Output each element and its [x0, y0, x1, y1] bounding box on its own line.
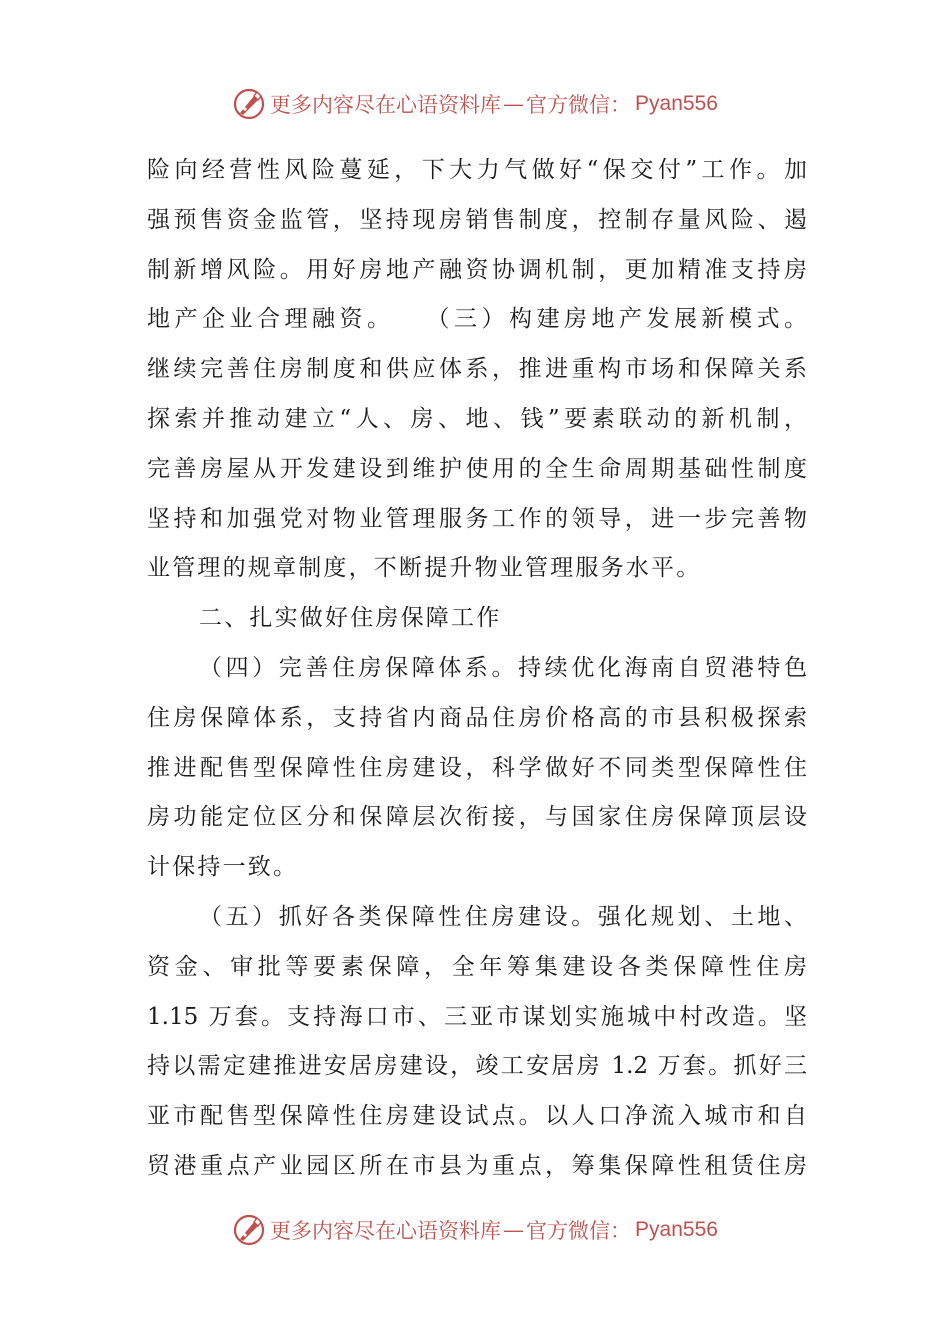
text-line: 地产企业合理融资。 （三）构建房地产发展新模式。 [147, 306, 807, 333]
text-line: 制新增风险。用好房地产融资协调机制，更加精准支持房 [147, 256, 807, 283]
banner-wechat-id: Pyan556 [635, 1218, 718, 1241]
text-line: 强预售资金监管，坚持现房销售制度，控制存量风险、遏 [147, 206, 807, 233]
text-line: 继续完善住房制度和供应体系，推进重构市场和保障关系 [147, 356, 807, 383]
footer-watermark-banner [0, 1210, 950, 1250]
banner-site-text: 更多内容尽在心语资料库 [270, 1219, 502, 1243]
text-line: （四）完善住房保障体系。持续优化海南自贸港特色 [199, 654, 807, 681]
text-line: 计保持一致。 [147, 854, 299, 881]
text-line: 探索并推动建立“人、房、地、钱”要素联动的新机制， [147, 405, 807, 432]
text-line: 坚持和加强党对物业管理服务工作的领导，进一步完善物 [147, 505, 807, 532]
text-line: 贸港重点产业园区所在市县为重点，筹集保障性租赁住房 [147, 1152, 807, 1179]
banner-site-text: 更多内容尽在心语资料库 [270, 93, 502, 117]
text-line: 持以需定建推进安居房建设，竣工安居房 1.2 万套。抓好三 [147, 1053, 807, 1080]
text-line: 1.15 万套。支持海口市、三亚市谋划实施城中村改造。坚 [147, 1003, 807, 1030]
banner-wechat-id: Pyan556 [635, 92, 718, 115]
text-line: 险向经营性风险蔓延，下大力气做好“保交付”工作。加 [147, 157, 807, 183]
section-heading: 二、扎实做好住房保障工作 [199, 605, 502, 632]
text-line: 房功能定位区分和保障层次衔接，与国家住房保障顶层设 [147, 804, 807, 831]
pen-nib-logo-icon [232, 87, 266, 121]
banner-wechat-label: 官方微信： [526, 1219, 632, 1243]
banner-wechat-label: 官方微信： [526, 93, 632, 117]
text-line: 推进配售型保障性住房建设，科学做好不同类型保障性住 [147, 754, 807, 781]
text-line: 资金、审批等要素保障，全年筹集建设各类保障性住房 [147, 953, 807, 980]
text-line: 业管理的规章制度，不断提升物业管理服务水平。 [147, 555, 702, 582]
text-line: 住房保障体系，支持省内商品住房价格高的市县积极探索 [147, 704, 807, 731]
banner-separator: — [503, 1218, 525, 1242]
pen-nib-logo-icon [232, 1213, 266, 1247]
banner-separator: — [503, 92, 525, 116]
document-body [147, 146, 807, 1192]
text-line: 完善房屋从开发建设到维护使用的全生命周期基础性制度 [147, 455, 807, 482]
text-line: 亚市配售型保障性住房建设试点。以人口净流入城市和自 [147, 1103, 807, 1130]
header-watermark-banner [0, 84, 950, 124]
text-line: （五）抓好各类保障性住房建设。强化规划、土地、 [199, 903, 807, 930]
